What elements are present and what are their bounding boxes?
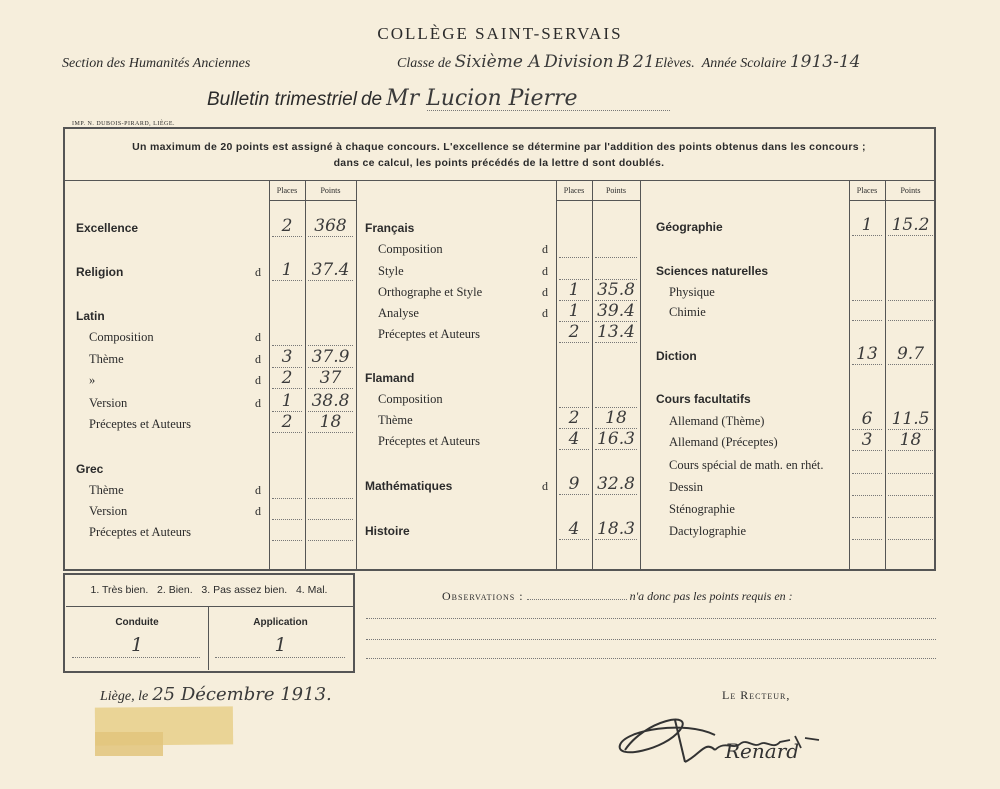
subject-label: Thème — [89, 483, 124, 497]
entry-line — [888, 235, 933, 236]
entry-line — [852, 364, 882, 365]
entry-line — [272, 345, 302, 346]
place-value: 2 — [281, 412, 293, 432]
subject-label: Composition — [378, 392, 443, 406]
entry-line — [595, 539, 637, 540]
entry-line — [595, 494, 637, 495]
entry-line — [308, 388, 353, 389]
place-value: 9 — [568, 474, 580, 494]
subject-label: Français — [365, 221, 415, 235]
doubled-marker: d — [542, 306, 548, 320]
points-value: 18 — [605, 408, 627, 428]
subject-label: Style — [378, 264, 404, 278]
place-value: 2 — [281, 368, 293, 388]
subject-label: Allemand (Préceptes) — [669, 435, 778, 449]
entry-line — [595, 342, 637, 343]
subject-label: Histoire — [365, 524, 410, 538]
obs-line-1 — [366, 618, 936, 619]
entry-line — [272, 432, 302, 433]
subject-label: Excellence — [76, 221, 139, 235]
doubled-marker: d — [542, 285, 548, 299]
obs-line-3 — [366, 658, 936, 659]
place-value: 1 — [568, 280, 580, 300]
entry-line — [595, 257, 637, 258]
printer-label: IMP. N. DUBOIS-PIRARD, LIÈGE. — [72, 121, 176, 127]
entry-line — [308, 498, 353, 499]
points-value: 15.2 — [891, 215, 930, 235]
subject-label: Latin — [76, 309, 105, 323]
de-label: de — [360, 89, 383, 110]
entry-line — [272, 280, 302, 281]
application-line — [215, 657, 345, 658]
entry-line — [308, 432, 353, 433]
subject-label: Préceptes et Auteurs — [378, 434, 481, 448]
entry-line — [308, 280, 353, 281]
col2-header-rule — [556, 200, 640, 201]
place-value: 1 — [281, 391, 293, 411]
points-value: 39.4 — [597, 301, 635, 321]
points-value: 18 — [319, 412, 342, 432]
subject-label: Version — [89, 504, 128, 518]
class-line — [397, 52, 860, 72]
entry-line — [888, 495, 933, 496]
intro-line-2: dans ce calcul, les points précédés de la lettre d sont doublés. — [333, 157, 665, 169]
col1-places-header: Places — [276, 186, 298, 195]
subject-label: Préceptes et Auteurs — [89, 525, 192, 539]
entry-line — [308, 345, 353, 346]
entry-line — [888, 517, 933, 518]
entry-line — [272, 236, 302, 237]
classe-label: Classe de — [397, 56, 452, 71]
college-title — [0, 24, 1000, 44]
points-value: 13.4 — [597, 322, 635, 342]
entry-line — [308, 519, 353, 520]
entry-line — [272, 388, 302, 389]
points-value: 37 — [319, 368, 342, 388]
doubled-marker: d — [255, 373, 261, 387]
place-value: 13 — [856, 344, 878, 364]
conduite-value: 1 — [130, 634, 144, 656]
subject-label: Géographie — [656, 220, 723, 234]
doubled-marker: d — [255, 265, 261, 279]
bulletin-label: Bulletin trimestriel — [207, 89, 357, 110]
recteur-signature — [605, 700, 845, 780]
obs-line-2 — [366, 639, 936, 640]
col3-places-header: Places — [856, 186, 878, 195]
grades-frame — [63, 127, 936, 571]
application-label: Application — [253, 617, 308, 628]
entry-line — [272, 519, 302, 520]
eleves-value: 21 — [633, 52, 655, 72]
subject-label: Dactylographie — [669, 524, 747, 538]
subject-label: Allemand (Thème) — [669, 414, 765, 428]
conduite-label: Conduite — [115, 617, 159, 628]
entry-line — [559, 342, 589, 343]
place-value: 1 — [861, 215, 873, 235]
subject-label: Diction — [656, 349, 697, 363]
subject-label: Préceptes et Auteurs — [89, 417, 192, 431]
points-value: 16.3 — [597, 429, 635, 449]
col3-places-rule — [849, 180, 850, 571]
entry-line — [888, 539, 933, 540]
entry-line — [559, 257, 589, 258]
subject-label: Dessin — [669, 480, 704, 494]
signature-text: Renard — [725, 739, 800, 763]
entry-line — [888, 364, 933, 365]
points-value: 11.5 — [891, 409, 930, 429]
division-value: B — [617, 52, 630, 72]
entry-line — [308, 540, 353, 541]
col3-header-rule — [849, 200, 936, 201]
student-name: Mr Lucion Pierre — [386, 86, 578, 111]
col1-end-rule — [356, 180, 357, 571]
conduite-line — [72, 657, 200, 658]
place-value: 2 — [568, 408, 580, 428]
entry-line — [852, 473, 882, 474]
doubled-marker: d — [542, 264, 548, 278]
entry-line — [559, 449, 589, 450]
subject-label: Grec — [76, 462, 104, 476]
doubled-marker: d — [255, 330, 261, 344]
place-value: 3 — [861, 430, 873, 450]
entry-line — [852, 235, 882, 236]
col3-points-header: Points — [900, 186, 921, 195]
subject-label: Cours facultatifs — [656, 392, 751, 406]
doubled-marker: d — [542, 479, 548, 493]
subject-label: Composition — [378, 242, 443, 256]
subject-label: Orthographe et Style — [378, 285, 483, 299]
entry-line — [852, 517, 882, 518]
col2-places-rule — [556, 180, 557, 571]
subject-label: Thème — [89, 352, 124, 366]
subject-label: Version — [89, 396, 128, 410]
col2-points-rule — [592, 180, 593, 571]
points-value: 37.4 — [311, 260, 350, 280]
col2-places-header: Places — [563, 186, 585, 195]
entry-line — [559, 539, 589, 540]
place-value: 3 — [281, 347, 293, 367]
application-value: 1 — [274, 634, 287, 656]
entry-line — [888, 450, 933, 451]
annee-value: 1913-14 — [789, 52, 861, 72]
points-value: 9.7 — [896, 344, 925, 364]
entry-line — [595, 449, 637, 450]
points-value: 38.8 — [311, 391, 350, 411]
subject-label: Flamand — [365, 371, 415, 385]
student-name-line — [427, 110, 670, 111]
intro-text — [66, 139, 932, 171]
col1-header-rule — [269, 200, 356, 201]
observations-text: n'a donc pas les points requis en : — [629, 589, 793, 603]
entry-line — [559, 494, 589, 495]
points-value: 18.3 — [597, 519, 635, 539]
points-value: 32.8 — [597, 474, 635, 494]
subject-label: Chimie — [669, 305, 706, 319]
bulletin-line — [207, 86, 578, 111]
place-value: 2 — [281, 216, 293, 236]
eleves-label: Elèves. — [654, 56, 695, 71]
division-label: Division — [544, 52, 614, 72]
doubled-marker: d — [255, 352, 261, 366]
scale-rule — [66, 606, 353, 607]
observations-label: Observations : — [442, 589, 524, 603]
entry-line — [272, 498, 302, 499]
section-label: Section des Humanités Anciennes — [62, 56, 251, 71]
recteur-label: Le Recteur, — [722, 688, 791, 702]
entry-line — [272, 540, 302, 541]
entry-line — [852, 539, 882, 540]
place-value: 2 — [568, 322, 580, 342]
entry-line — [888, 320, 933, 321]
entry-line — [852, 495, 882, 496]
college-title-text: COLLÈGE SAINT-SERVAIS — [377, 24, 623, 43]
subject-label: Cours spécial de math. en rhét. — [669, 458, 824, 472]
date-value: 25 Décembre 1913. — [152, 684, 332, 705]
place-value: 1 — [568, 301, 580, 321]
annee-label: Année Scolaire — [701, 56, 787, 71]
doubled-marker: d — [255, 504, 261, 518]
archive-tape-2 — [95, 732, 163, 756]
subject-label: Sténographie — [669, 502, 735, 516]
header-rule — [63, 180, 936, 181]
place-value: 6 — [861, 409, 873, 429]
entry-line — [852, 320, 882, 321]
entry-line — [888, 300, 933, 301]
subject-label: Physique — [669, 285, 715, 299]
entry-line — [852, 450, 882, 451]
col3-points-rule — [885, 180, 886, 571]
subject-label: Religion — [76, 265, 124, 279]
entry-line — [888, 473, 933, 474]
doubled-marker: d — [255, 396, 261, 410]
subject-label: Mathématiques — [365, 479, 453, 493]
place-value: 4 — [568, 429, 580, 449]
place-value: 1 — [281, 260, 293, 280]
points-value: 35.8 — [597, 280, 635, 300]
entry-line — [852, 300, 882, 301]
subject-label: » — [89, 373, 96, 387]
place-value: 4 — [568, 519, 580, 539]
points-value: 37.9 — [311, 347, 350, 367]
col2-end-rule — [640, 180, 641, 571]
col1-points-header: Points — [320, 186, 341, 195]
doubled-marker: d — [542, 242, 548, 256]
subject-label: Analyse — [378, 306, 419, 320]
subject-label: Thème — [378, 413, 413, 427]
points-value: 18 — [899, 430, 922, 450]
subject-label: Sciences naturelles — [656, 264, 769, 278]
subject-label: Composition — [89, 330, 154, 344]
points-value: 368 — [314, 216, 347, 236]
classe-value: Sixième A — [454, 52, 541, 72]
subject-label: Préceptes et Auteurs — [378, 327, 481, 341]
doubled-marker: d — [255, 483, 261, 497]
entry-line — [308, 236, 353, 237]
observations-line — [442, 589, 793, 604]
scale-legend: 1. Très bien. 2. Bien. 3. Pas assez bien. 4. Mal. — [90, 584, 328, 596]
col2-points-header: Points — [605, 186, 626, 195]
intro-line-1: Un maximum de 20 points est assigné à chaque concours. L'excellence se détermine par l'addition des points obtenus dans les concours ; — [132, 141, 866, 153]
place-label: Liège, le — [100, 689, 149, 704]
date-line — [100, 684, 332, 705]
